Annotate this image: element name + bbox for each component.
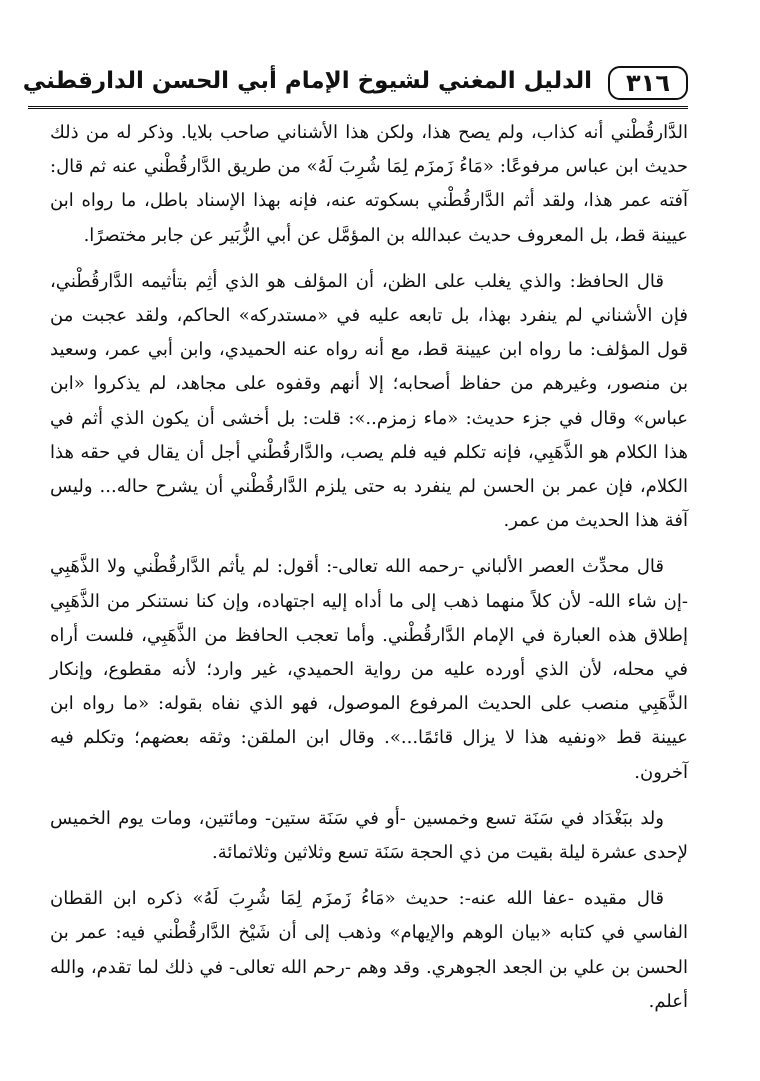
header-rule (28, 106, 688, 109)
running-title: الدليل المغني لشيوخ الإمام أبي الحسن الدارقطني (22, 68, 592, 94)
page-body (50, 116, 688, 1031)
page-number: ٣١٦ (608, 66, 688, 100)
paragraph-3: قال محدِّث العصر الألباني -رحمه الله تعالى-: أقول: لم يأثم الدَّارقُطْني ولا الذَّهَبِي -إن شاء الله- لأن كلاً منهما ذهب إلى ما أداه إليه اجتهاده، وإن كنا نستنكر من الذَّهَبِي إطلاق هذه العبارة في الإمام الدَّارقُطْني. وأما تعجب الحافظ من الذَّهَبِي، فلست أراه في محله، لأن الذي أورده عليه من رواية الحميدي، غير وارد؛ لأنه مقطوع، وإنكار الذَّهَبِي منصب على الحديث المرفوع الموصول، فهو الذي نفاه بقوله: «ما رواه ابن عيينة قط «ونفيه هذا لا يزال قائمًا...». وقال ابن الملقن: وثقه بعضهم؛ وتكلم فيه آخرون. (50, 556, 688, 783)
paragraph-4: ولد ببَغْدَاد في سَنَة تسع وخمسين -أو في سَنَة ستين- ومائتين، ومات يوم الخميس لإحدى عشرة ليلة بقيت من ذي الحجة سَنَة تسع وثلاثين وثلاثمائة. (50, 807, 688, 864)
paragraph-5: قال مقيده -عفا الله عنه-: حديث «مَاءُ زَمزَم لِمَا شُرِبَ لَهُ» ذكره ابن القطان الفاسي في كتابه «بيان الوهم والإيهام» وذهب إلى أن شَيْخ الدَّارقُطْني فيه: عمر بن الحسن بن علي بن الجعد الجوهري. وقد وهم -رحم الله تعالى- في ذلك لما تقدم، والله أعلم. (50, 888, 688, 1012)
page-header (22, 66, 688, 106)
paragraph-2: قال الحافظ: والذي يغلب على الظن، أن المؤلف هو الذي أثِم بتأثيمه الدَّارقُطْني، فإن الأشناني لم ينفرد بهذا، بل تابعه عليه في «مستدركه» الحاكم، ولقد عجبت من قول المؤلف: ما رواه ابن عيينة قط، مع أنه رواه عنه الحميدي، وابن أبي عمر، وسعيد بن منصور، وغيرهم من حفاظ أصحابه؛ إلا أنهم وقفوه على مجاهد، لم يذكروا «ابن عباس» وقال في جزء حديث: «ماء زمزم..»: قلت: بل أخشى أن يكون الذي أثم في هذا الكلام هو الذَّهَبِي، فإنه تكلم فيه فلم يصب، والدَّارقُطْني أجل أن يقال في حقه هذا الكلام، فإن عمر بن الحسن لم ينفرد به حتى يلزم الدَّارقُطْني أن يشرح حاله... وليس آفة هذا الحديث من عمر. (50, 270, 688, 532)
paragraph-1: الدَّارقُطْني أنه كذاب، ولم يصح هذا، ولكن هذا الأشناني صاحب بلايا. وذكر له من ذلك حديث ابن عباس مرفوعًا: «مَاءُ زَمزَم لِمَا شُرِبَ لَهُ» من طريق الدَّارقُطْني عنه ثم قال: آفته عمر هذا، ولقد أثم الدَّارقُطْني بسكوته عنه، فإنه بهذا الإسناد باطل، ما رواه ابن عيينة قط، بل المعروف حديث عبدالله بن المؤمَّل عن أبي الزُّبَير عن جابر مختصرًا. (50, 122, 689, 246)
